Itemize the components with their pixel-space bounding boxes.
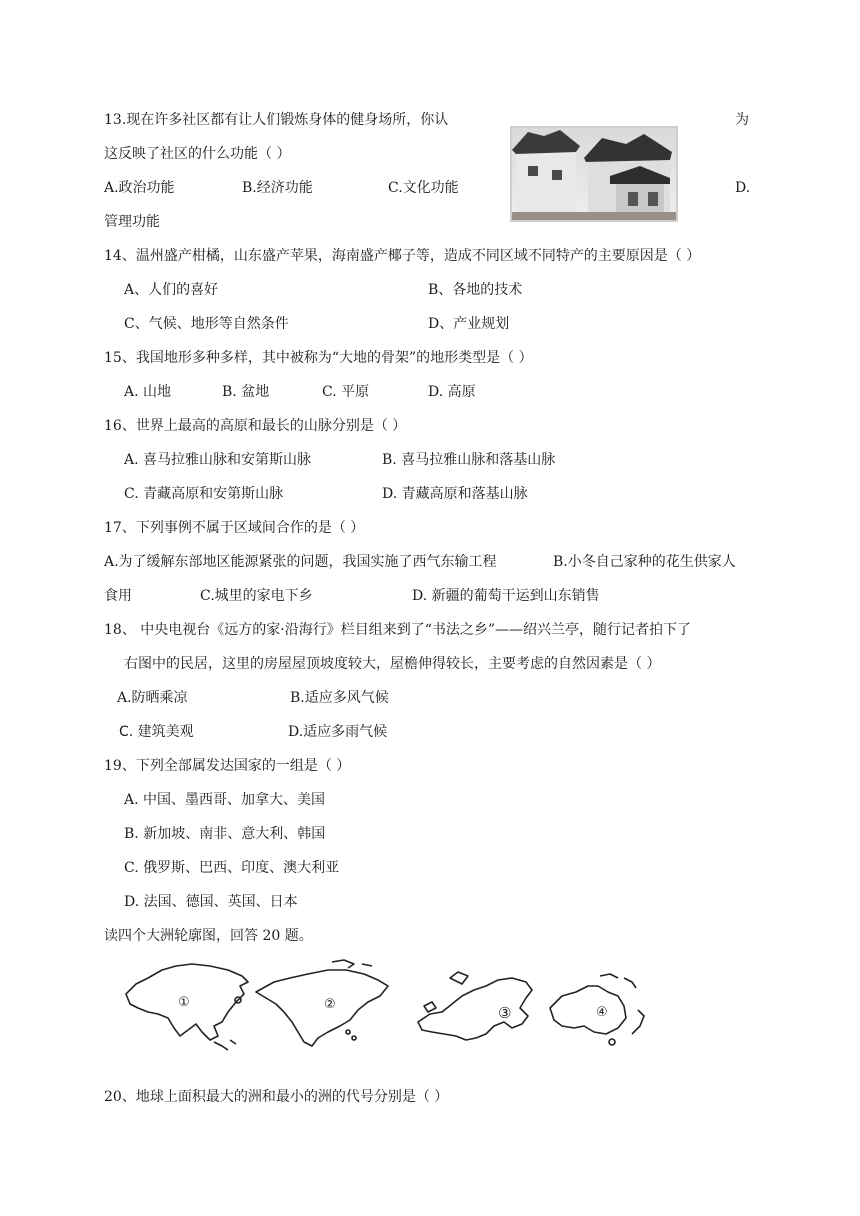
q14-option-a: A、人们的喜好	[124, 282, 219, 298]
q15-option-c: C. 平原	[322, 384, 370, 400]
continent-label-3: ③	[498, 1004, 512, 1022]
q18-option-b: B.适应多风气候	[290, 690, 389, 706]
map-intro: 读四个大洲轮廓图，回答 20 题。	[104, 928, 313, 944]
q16-option-b: B. 喜马拉雅山脉和落基山脉	[382, 452, 556, 468]
continent-label-4: ④	[596, 1005, 608, 1020]
q20-stem: 20、地球上面积最大的洲和最小的洲的代号分别是（ ）	[104, 1089, 449, 1105]
q13-stem-line1: 13.现在许多社区都有让人们锻炼身体的健身场所，你认	[104, 112, 449, 128]
q17-option-c: C.城里的家电下乡	[200, 588, 313, 604]
q16-option-c: C. 青藏高原和安第斯山脉	[124, 486, 284, 502]
continent-label-1: ①	[178, 995, 190, 1010]
q19-stem: 19、下列全部属发达国家的一组是（ ）	[104, 758, 351, 774]
q16-stem: 16、世界上最高的高原和最长的山脉分别是（ ）	[104, 418, 407, 434]
q17-option-d: D. 新疆的葡萄干运到山东销售	[412, 588, 600, 604]
q17-option-b-text: 食用	[104, 588, 132, 604]
continent-oceania-outline	[550, 986, 626, 1034]
q14-option-b: B、各地的技术	[428, 282, 523, 298]
q13-stem-line1-end: 为	[735, 112, 749, 128]
q18-option-c: C. 建筑美观	[119, 724, 194, 740]
q13-option-d: D.	[735, 180, 751, 196]
q13-option-c: C.文化功能	[388, 180, 459, 196]
q14-option-d: D、产业规划	[428, 316, 510, 332]
q17-option-b: B.小冬自己家种的花生供家人	[553, 554, 736, 570]
q16-option-d: D. 青藏高原和落基山脉	[382, 486, 528, 502]
continent-label-2: ②	[324, 997, 336, 1012]
q16-option-a: A. 喜马拉雅山脉和安第斯山脉	[124, 452, 312, 468]
continent-outline-map	[118, 956, 678, 1056]
q15-option-b: B. 盆地	[222, 384, 270, 400]
q14-stem: 14、温州盛产柑橘，山东盛产苹果，海南盛产椰子等，造成不同区域不同特产的主要原因是（ ）	[104, 248, 701, 264]
q18-option-a: A.防晒乘凉	[117, 690, 188, 706]
q13-option-b: B.经济功能	[242, 180, 313, 196]
continent-north-america-outline	[256, 970, 388, 1046]
q15-stem: 15、我国地形多种多样，其中被称为“大地的骨架”的地形类型是（ ）	[104, 350, 533, 366]
q17-option-a: A.为了缓解东部地区能源紧张的问题，我国实施了西气东输工程	[104, 554, 497, 570]
q15-option-a: A. 山地	[124, 384, 172, 400]
q17-stem: 17、下列事例不属于区域间合作的是（ ）	[104, 520, 365, 536]
q18-stem-line2: 右图中的民居，这里的房屋屋顶坡度较大，屋檐伸得较长，主要考虑的自然因素是（ ）	[124, 656, 661, 672]
q18-option-d: D.适应多雨气候	[288, 724, 388, 740]
house-photo	[510, 126, 678, 222]
q19-option-d: D. 法国、德国、英国、日本	[124, 894, 298, 910]
q19-option-b: B. 新加坡、南非、意大利、韩国	[124, 826, 326, 842]
q19-option-c: C. 俄罗斯、巴西、印度、澳大利亚	[124, 860, 340, 876]
q13-option-a: A.政治功能	[104, 180, 175, 196]
q15-option-d: D. 高原	[428, 384, 476, 400]
q19-option-a: A. 中国、墨西哥、加拿大、美国	[124, 792, 326, 808]
q13-stem-line2: 这反映了社区的什么功能（ ）	[104, 146, 291, 162]
q18-stem-line1: 18、 中央电视台《远方的家·沿海行》栏目组来到了“书法之乡”——绍兴兰亭，随行记者拍下了	[104, 622, 692, 638]
q14-option-c: C、气候、地形等自然条件	[124, 316, 289, 332]
q13-option-d-text: 管理功能	[104, 214, 160, 230]
